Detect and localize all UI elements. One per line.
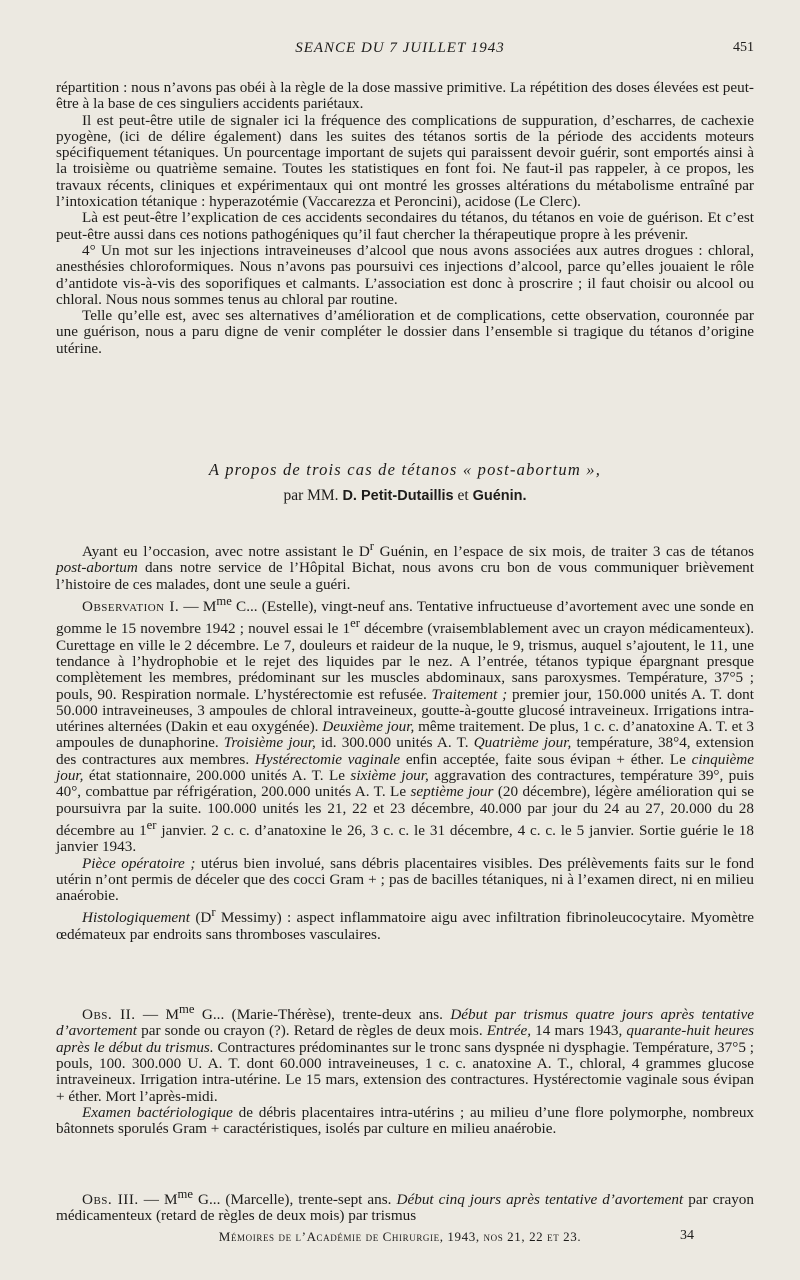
text-run: même traitement. De plus, 1 c. c. d’anatoxine A. T. et 3 ampoules de dunaphorine. <box>56 718 754 752</box>
observation-3-block <box>56 1186 754 1225</box>
italic-run: post-abortum <box>56 559 138 577</box>
article-title: A propos de trois cas de tétanos « post-abortum », <box>208 460 602 479</box>
observation-label: Obs. II. <box>82 1006 136 1024</box>
text-run: — M <box>135 1006 180 1024</box>
observation-2 <box>56 1001 754 1105</box>
text-run: G... (Marie-Thérèse), trente-deux ans. <box>194 1006 451 1024</box>
text-run: enfin acceptée, faite sous évipan + éther. Le <box>400 750 692 768</box>
text-run: température, 38°4, extension des contractures aux membres. <box>56 734 754 768</box>
text-run: Ayant eu l’occasion, avec notre assistant le D <box>82 543 370 561</box>
observation-label: Observation I. <box>82 598 180 616</box>
italic-run: cinquième jour, <box>56 750 754 785</box>
text-run: Messimy) : aspect inflammatoire aigu avec infiltration fibrinoleucocytaire. Myomètre œdémateux par endroits sans thromboses vasculaires. <box>56 909 754 943</box>
observation-1 <box>56 593 754 856</box>
header-title: SEANCE DU 7 JUILLET 1943 <box>295 40 505 56</box>
author-name: D. Petit-Dutaillis <box>342 488 454 504</box>
text-run: janvier. 2 c. c. d’anatoxine le 26, 3 c. c. le 31 décembre, 4 c. c. le 5 janvier. Sortie guérie le 18 janvier 1943. <box>56 822 754 856</box>
previous-article-conclusion <box>56 80 754 357</box>
observation-1-specimen <box>56 856 754 905</box>
text-run: (D <box>190 909 212 927</box>
header-page-number: 451 <box>733 40 754 55</box>
author-name: Guénin. <box>472 488 527 504</box>
italic-run: sixième jour, <box>350 767 429 785</box>
byline-prefix: par MM. <box>283 487 339 504</box>
text-run: C... (Estelle), vingt-neuf ans. Tentative infructueuse d’avortement avec une sonde en gomme le 15 novembre 1942 ; nouvel essai le 1 <box>56 598 754 638</box>
running-header <box>0 40 800 64</box>
text-run: — M <box>179 598 217 616</box>
paragraph: Il est peut-être utile de signaler ici la fréquence des complications de suppuration, d’escharres, de cachexie pyogène, (ici de délire également) dans les suites des tétanos sortis de la période des accidents moteurs spécifiquement tétaniques. Un pourcentage important de sujets qui paraissent devoir guérir, sont emportés ainsi à la troisième ou quatrième semaine. Toutes les statistiques en font foi. Ne faut-il pas rappeler, à ce propos, les travaux récents, cliniques et expérimentaux qui ont montré les grosses altérations du métabolisme entraîné par l’intoxication tétanique : hyperazotémie (Vaccarezza et Peroncini), acidose (Le Clerc). <box>56 111 754 211</box>
italic-run: Troisième jour, <box>223 734 316 752</box>
text-run: aggravation des contractures, température 39°, puis 40°, combattue par réfrigération, 200.000 unités A. T. Le <box>56 767 754 801</box>
italic-run: Traitement ; <box>431 685 508 703</box>
italic-run: septième jour <box>410 783 494 801</box>
italic-run: quarante-huit heures après le début du trismus. <box>56 1022 754 1056</box>
italic-run: Début cinq jours après tentative d’avortement <box>396 1191 684 1209</box>
observation-2-bacteriology <box>56 1105 754 1138</box>
text-run: décembre (vraisemblablement avec un crayon médicamenteux). Curettage en ville le 2 décembre. Le 7, douleurs et raideur de la nuque, le 9, trismus, auquel s’ajoutent, le 11, une tendance à l’hydrophobie et le rejet des liquides par le nez. A l’entrée, tétanos typique épargnant presque complètement les membres, prédominant sur les muscles abdominaux, sans paroxysmes. Température, 37°5 ; pouls, 90. Respiration normale. L’hystérectomie est refusée. <box>56 620 754 703</box>
italic-run: Quatrième jour, <box>473 734 572 752</box>
text-run: par crayon médicamenteux (retard de règles de deux mois) par trismus <box>56 1191 754 1225</box>
observation-3 <box>56 1186 754 1225</box>
superscript: me <box>177 1187 193 1201</box>
footer-citation: Mémoires de l’Académie de Chirurgie, 1943, nos 21, 22 et 23. <box>218 1229 582 1244</box>
paragraph: Là est peut-être l’explication de ces accidents secondaires du tétanos, du tétanos en voie de guérison. Et c’est peut-être aussi dans ces notions pathogéniques qu’il faut chercher la thérapeutique propre à les prévenir. <box>56 209 754 243</box>
article-body <box>56 538 754 943</box>
paragraph: 4° Un mot sur les injections intraveineuses d’alcool que nous avons associées aux autres drogues : chloral, anesthésies chloroformiques. Nous n’avons pas poursuivi ces injections d’alcool, parce qu’elles jouaient le rôle d’antidote vis-à-vis des soporifiques et calmants. L’association est donc à proscrire ; il faut choisir ou alcool ou chloral. Nous nous sommes tenus au chloral par routine. <box>56 241 754 308</box>
italic-run: Début par trismus quatre jours après tentative d’avortement <box>56 1006 754 1040</box>
text-run: 14 mars 1943, <box>531 1022 627 1040</box>
text-run: Contractures prédominantes sur le tronc sans dyspnée ni dysphagie. Température, 37°5 ; pouls, 100. 300.000 U. A. T. dont 60.000 intraveineuses, 1 c. c. anatoxine A. T., chloral, 4 grammes glucose intraveineux. Irrigation intra-utérine. Le 15 mars, extension des contractures. Hystérectomie vaginale sous évipan + éther. Mort l’après-midi. <box>56 1038 754 1105</box>
byline-and: et <box>457 487 469 504</box>
paragraph: répartition : nous n’avons pas obéi à la règle de la dose massive primitive. La répétition des doses élevées est peut-être à la base de ces singuliers accidents pariétaux. <box>56 79 754 113</box>
text-run: premier jour, 150.000 unités A. T. dont 50.000 intraveineuses, 3 ampoules de chloral intraveineux, goutte-à-goutte glucosé intraveineux. Irrigations intra-utérines alternées (Dakin et eau oxygénée). <box>56 685 754 736</box>
superscript: r <box>369 539 375 553</box>
text-run: — M <box>138 1191 178 1209</box>
superscript: r <box>211 905 216 920</box>
text-run: G... (Marcelle), trente-sept ans. <box>192 1191 397 1209</box>
observation-label: Obs. III. <box>82 1191 139 1209</box>
footer-signature-number: 34 <box>680 1228 694 1243</box>
superscript: me <box>179 1002 195 1016</box>
text-run: de débris placentaires intra-utérins ; au milieu d’une flore polymorphe, nombreux bâtonnets sporulés Gram + caractéristiques, isolés par culture en milieu anaérobie. <box>56 1103 755 1138</box>
paragraph: Telle qu’elle est, avec ses alternatives d’amélioration et de complications, cette observation, couronnée par une guérison, nous a paru digne de venir compléter le dossier dans l’ensemble si tragique du tétanos d’origine utérine. <box>56 307 754 357</box>
italic-run: Pièce opératoire ; <box>82 854 196 872</box>
superscript: er <box>146 817 157 832</box>
article-byline <box>56 487 754 505</box>
italic-run: Deuxième jour, <box>322 718 415 736</box>
text-run: id. 300.000 unités A. T. <box>315 734 474 752</box>
text-run: utérus bien involué, sans débris placentaires visibles. Des prélèvements faits sur le fond utérin n’ont permis de déceler que des cocci Gram + ; pas de bacilles tétaniques, ni à l’examen direct, ni en milieu anaérobie. <box>56 854 754 905</box>
text-run: Guénin, en l’espace de six mois, de traiter 3 cas de tétanos <box>374 543 754 561</box>
superscript: er <box>350 616 360 631</box>
observation-1-histology <box>56 904 754 943</box>
text-run: (20 décembre), légère amélioration qui se poursuivra par la suite. 100.000 unités les 21, 22 et 23 décembre, 40.000 par jour du 24 au 27, 20.000 du 28 décembre au 1 <box>56 783 755 839</box>
italic-run: Entrée, <box>486 1022 532 1040</box>
italic-run: Examen bactériologique <box>82 1103 233 1121</box>
observation-2-block <box>56 1001 754 1137</box>
superscript: me <box>216 593 232 608</box>
italic-run: Hystérectomie vaginale <box>254 750 401 768</box>
intro-paragraph <box>56 538 754 593</box>
italic-run: Histologiquement <box>82 909 190 927</box>
text-run: dans notre service de l’Hôpital Bichat, nous avons cru bon de vous communiquer brièvement l’histoire de ces malades, dont une seule a guéri. <box>56 559 754 593</box>
text-run: état stationnaire, 200.000 unités A. T. Le <box>83 767 351 785</box>
text-run: par sonde ou crayon (?). Retard de règles de deux mois. <box>136 1022 487 1040</box>
